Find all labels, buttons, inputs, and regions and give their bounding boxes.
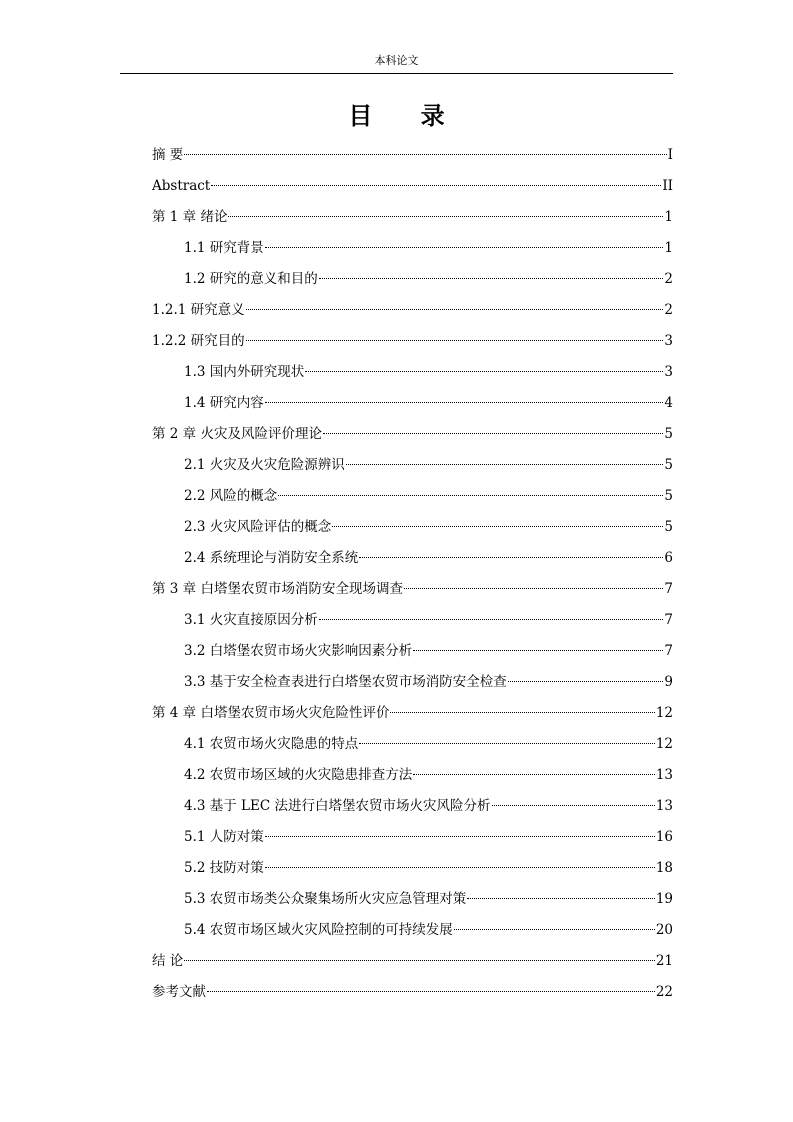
toc-entry-label: 5.3 农贸市场类公众聚集场所火灾应急管理对策 <box>184 891 467 907</box>
toc-dot-leader <box>305 371 663 372</box>
toc-dot-leader <box>346 464 664 465</box>
toc-entry[interactable] <box>152 824 673 855</box>
toc-entry-page-number: 5 <box>664 426 673 442</box>
toc-entry-label: 结 论 <box>152 953 184 969</box>
toc-entry-label: 3.1 火灾直接原因分析 <box>184 612 318 628</box>
toc-entry-label: 3.2 白塔堡农贸市场火灾影响因素分析 <box>184 643 413 659</box>
toc-entry-page-number: 21 <box>655 953 673 969</box>
toc-dot-leader <box>246 340 664 341</box>
toc-entry[interactable] <box>152 948 673 979</box>
toc-entry-page-number: II <box>662 178 673 194</box>
toc-entry-page-number: 3 <box>664 333 673 349</box>
toc-dot-leader <box>265 867 655 868</box>
toc-dot-leader <box>413 774 655 775</box>
toc-entry[interactable] <box>152 297 673 328</box>
header-rule <box>120 73 673 74</box>
toc-entry-page-number: 5 <box>664 519 673 535</box>
toc-entry-label: 摘 要 <box>152 147 184 163</box>
toc-entry-label: 1.3 国内外研究现状 <box>184 364 305 380</box>
toc-entry[interactable] <box>152 235 673 266</box>
toc-dot-leader <box>332 526 663 527</box>
toc-entry-label: 2.2 风险的概念 <box>184 488 278 504</box>
toc-entry[interactable] <box>152 359 673 390</box>
toc-entry-label: 1.4 研究内容 <box>184 395 264 411</box>
toc-entry-page-number: 1 <box>664 240 673 256</box>
toc-entry[interactable] <box>152 638 673 669</box>
toc-entry[interactable] <box>152 328 673 359</box>
toc-entry-page-number: 7 <box>664 581 673 597</box>
toc-dot-leader <box>404 588 663 589</box>
table-of-contents <box>152 142 673 1010</box>
toc-dot-leader <box>467 898 655 899</box>
toc-entry-label: 1.2 研究的意义和目的 <box>184 271 318 287</box>
toc-entry[interactable] <box>152 576 673 607</box>
toc-entry-page-number: 20 <box>655 922 673 938</box>
toc-entry[interactable] <box>152 421 673 452</box>
toc-entry-page-number: 2 <box>664 302 673 318</box>
toc-entry-page-number: 19 <box>655 891 673 907</box>
toc-entry-label: 参考文献 <box>152 984 206 1000</box>
toc-entry-page-number: 12 <box>655 736 673 752</box>
toc-entry-label: 5.2 技防对策 <box>184 860 264 876</box>
toc-dot-leader <box>454 929 655 930</box>
toc-dot-leader <box>228 216 663 217</box>
toc-dot-leader <box>184 154 666 155</box>
toc-dot-leader <box>390 712 654 713</box>
toc-dot-leader <box>265 836 655 837</box>
toc-entry[interactable] <box>152 266 673 297</box>
toc-entry[interactable] <box>152 483 673 514</box>
toc-entry[interactable] <box>152 514 673 545</box>
toc-entry-page-number: 13 <box>655 798 673 814</box>
toc-entry-page-number: 12 <box>655 705 673 721</box>
toc-entry-page-number: 2 <box>664 271 673 287</box>
toc-dot-leader <box>492 805 655 806</box>
toc-entry-page-number: 7 <box>664 643 673 659</box>
toc-entry[interactable] <box>152 607 673 638</box>
toc-entry-label: 第 2 章 火灾及风险评价理论 <box>152 426 322 442</box>
toc-entry-page-number: 18 <box>655 860 673 876</box>
toc-entry[interactable] <box>152 917 673 948</box>
toc-entry[interactable] <box>152 452 673 483</box>
toc-entry-page-number: 5 <box>664 488 673 504</box>
toc-entry[interactable] <box>152 762 673 793</box>
toc-dot-leader <box>207 991 655 992</box>
toc-entry-label: 第 4 章 白塔堡农贸市场火灾危险性评价 <box>152 705 390 721</box>
toc-entry-page-number: 7 <box>664 612 673 628</box>
toc-dot-leader <box>359 743 655 744</box>
toc-entry-page-number: 4 <box>664 395 673 411</box>
toc-entry-label: 2.4 系统理论与消防安全系统 <box>184 550 359 566</box>
toc-entry-label: 1.1 研究背景 <box>184 240 264 256</box>
toc-entry[interactable] <box>152 669 673 700</box>
toc-dot-leader <box>211 185 661 186</box>
toc-entry-label: 4.2 农贸市场区域的火灾隐患排查方法 <box>184 767 413 783</box>
toc-entry-label: 第 1 章 绪论 <box>152 209 228 225</box>
toc-dot-leader <box>265 402 664 403</box>
toc-entry[interactable] <box>152 545 673 576</box>
toc-entry-page-number: 5 <box>664 457 673 473</box>
toc-entry[interactable] <box>152 173 673 204</box>
toc-dot-leader <box>319 619 664 620</box>
toc-entry-page-number: 22 <box>655 984 673 1000</box>
toc-dot-leader <box>265 247 664 248</box>
toc-dot-leader <box>508 681 664 682</box>
toc-entry-label: 2.3 火灾风险评估的概念 <box>184 519 332 535</box>
toc-entry-label: 4.3 基于 LEC 法进行白塔堡农贸市场火灾风险分析 <box>184 798 491 814</box>
toc-entry-label: 5.4 农贸市场区域火灾风险控制的可持续发展 <box>184 922 453 938</box>
toc-entry-label: 4.1 农贸市场火灾隐患的特点 <box>184 736 359 752</box>
toc-entry-label: 3.3 基于安全检查表进行白塔堡农贸市场消防安全检查 <box>184 674 507 690</box>
toc-entry-page-number: 16 <box>655 829 673 845</box>
toc-entry[interactable] <box>152 700 673 731</box>
toc-dot-leader <box>319 278 664 279</box>
toc-dot-leader <box>359 557 663 558</box>
toc-entry[interactable] <box>152 793 673 824</box>
toc-dot-leader <box>246 309 664 310</box>
toc-entry[interactable] <box>152 855 673 886</box>
toc-entry-page-number: 1 <box>664 209 673 225</box>
toc-entry-page-number: I <box>667 147 673 163</box>
toc-entry-page-number: 9 <box>664 674 673 690</box>
toc-entry-label: 1.2.1 研究意义 <box>152 302 245 318</box>
toc-entry[interactable] <box>152 886 673 917</box>
toc-dot-leader <box>323 433 663 434</box>
toc-entry[interactable] <box>152 142 673 173</box>
toc-entry-page-number: 13 <box>655 767 673 783</box>
toc-entry-label: 2.1 火灾及火灾危险源辨识 <box>184 457 345 473</box>
running-header: 本科论文 <box>374 54 419 67</box>
toc-entry[interactable] <box>152 390 673 421</box>
toc-dot-leader <box>413 650 663 651</box>
toc-entry-label: Abstract <box>152 178 211 194</box>
toc-entry[interactable] <box>152 979 673 1010</box>
toc-dot-leader <box>278 495 663 496</box>
toc-entry-label: 5.1 人防对策 <box>184 829 264 845</box>
toc-dot-leader <box>184 960 655 961</box>
toc-entry-page-number: 6 <box>664 550 673 566</box>
toc-entry-page-number: 3 <box>664 364 673 380</box>
page-title: 目 录 <box>348 101 465 130</box>
toc-entry[interactable] <box>152 204 673 235</box>
toc-entry-label: 1.2.2 研究目的 <box>152 333 245 349</box>
toc-entry[interactable] <box>152 731 673 762</box>
toc-entry-label: 第 3 章 白塔堡农贸市场消防安全现场调查 <box>152 581 403 597</box>
